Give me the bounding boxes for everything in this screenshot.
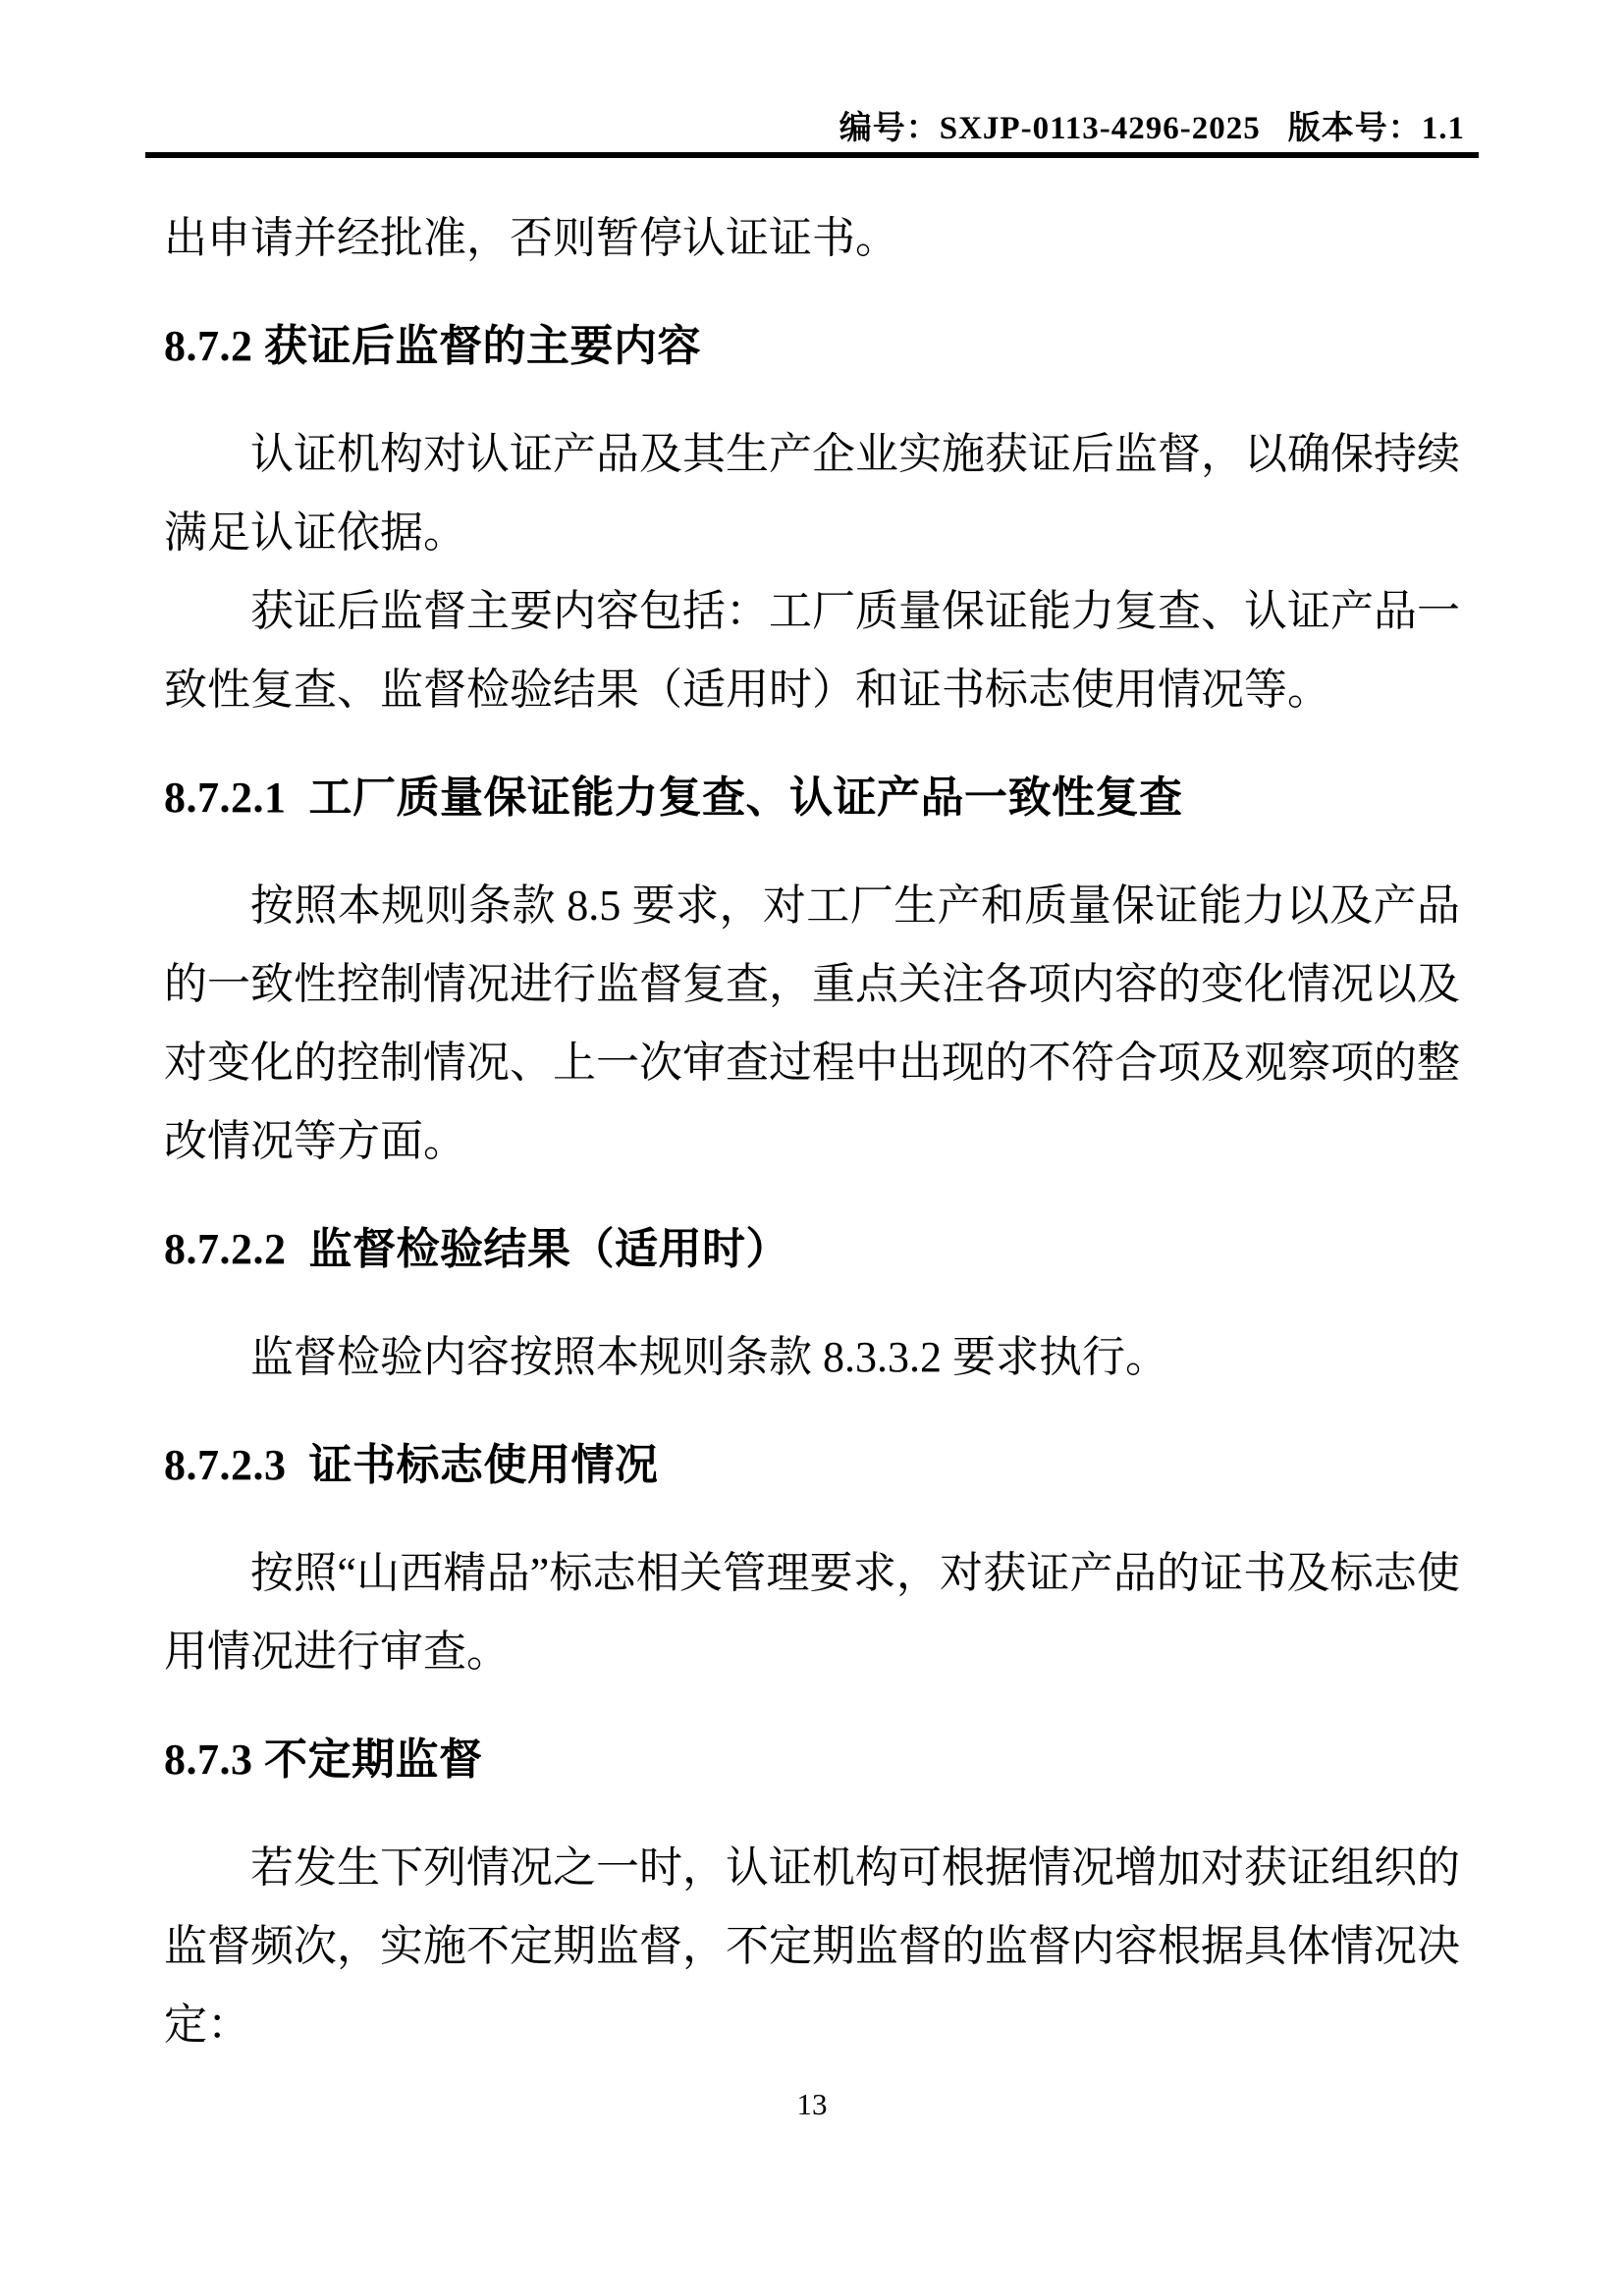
page-footer (0, 2087, 1624, 2122)
doc-version-value: 1.1 (1421, 111, 1465, 146)
doc-code-label: 编号： (839, 111, 940, 146)
body-paragraph: 获证后监督主要内容包括：工厂质量保证能力复查、认证产品一致性复查、监督检验结果（适用时）和证书标志使用情况等。 (164, 587, 1460, 714)
page-number: 13 (796, 2087, 828, 2121)
body-paragraph: 按照本规则条款 8.5 要求，对工厂生产和质量保证能力以及产品的一致性控制情况进行监督复查，重点关注各项内容的变化情况以及对变化的控制情况、上一次审查过程中出现的不符合项及观察项的整改情况等方面。 (164, 881, 1460, 1165)
body-paragraph: 按照“山西精品”标志相关管理要求，对获证产品的证书及标志使用情况进行审查。 (164, 1549, 1460, 1676)
body-paragraph: 若发生下列情况之一时，认证机构可根据情况增加对获证组织的监督频次，实施不定期监督，不定期监督的监督内容根据具体情况决定： (164, 1843, 1460, 2049)
doc-version-label: 版本号： (1287, 111, 1422, 146)
body-paragraph: 监督检验内容按照本规则条款 8.3.3.2 要求执行。 (250, 1333, 1168, 1381)
section-heading-8-7-2-1: 8.7.2.1 工厂质量保证能力复查、认证产品一致性复查 (164, 774, 1183, 822)
body-paragraph: 出申请并经批准，否则暂停认证证书。 (164, 214, 898, 262)
section-heading-8-7-2: 8.7.2 获证后监督的主要内容 (164, 322, 701, 370)
page-header (839, 102, 1465, 148)
header-divider-rule (145, 152, 1479, 158)
doc-code-value: SXJP-0113-4296-2025 (939, 111, 1261, 146)
section-heading-8-7-2-3: 8.7.2.3 证书标志使用情况 (164, 1441, 659, 1489)
document-body (164, 199, 1460, 2064)
section-heading-8-7-3: 8.7.3 不定期监督 (164, 1735, 483, 1784)
body-paragraph: 认证机构对认证产品及其生产企业实施获证后监督，以确保持续满足认证依据。 (164, 430, 1460, 557)
section-heading-8-7-2-2: 8.7.2.2 监督检验结果（适用时） (164, 1225, 789, 1273)
